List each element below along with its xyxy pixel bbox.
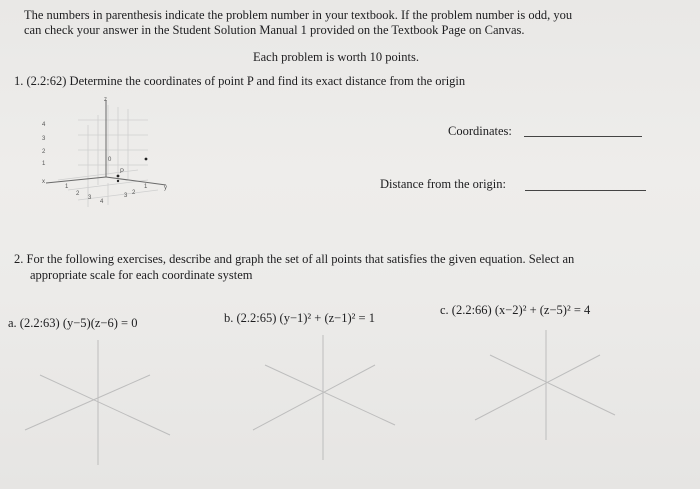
z-tick-2: 2 [42,149,46,155]
z-tick-3: 3 [42,136,46,142]
problem-1-graph [38,95,178,210]
problem-2a-axes [20,335,180,470]
y-tick-3: 3 [124,193,128,199]
problem-2-prompt-line-2: appropriate scale for each coordinate system [30,268,253,282]
intro-text-line-1: The numbers in parenthesis indicate the problem number in your textbook. If the problem number is odd, you [24,8,573,22]
x-tick-3: 3 [88,195,92,201]
intro-text-line-2: can check your answer in the Student Solution Manual 1 provided on the Textbook Page on Canvas. [24,23,525,37]
problem-1-prompt: 1. (2.2:62) Determine the coordinates of point P and find its exact distance from the origin [14,74,466,88]
point-p [117,175,120,178]
points-worth-note: Each problem is worth 10 points. [253,50,419,64]
problem-2c-axes [470,325,630,445]
y-tick-1: 1 [144,184,148,190]
x-axis-label: x [42,179,45,185]
z-tick-1: 1 [42,161,46,167]
coordinates-answer-blank[interactable] [524,136,642,137]
problem-2a-equation: a. (2.2:63) (y−5)(z−6) = 0 [8,316,138,330]
y-axis-label: y [164,185,167,191]
projection-point-2 [117,180,119,182]
point-p-label: P [120,169,125,175]
origin-label: 0 [108,157,112,163]
x-tick-4: 4 [100,199,104,205]
problem-2b-equation: b. (2.2:65) (y−1)² + (z−1)² = 1 [224,311,375,325]
z-axis-label: z [104,97,107,103]
distance-label: Distance from the origin: [380,177,507,191]
distance-answer-blank[interactable] [525,190,646,191]
projection-point [145,158,148,161]
x-tick-1: 1 [65,184,69,190]
problem-2-prompt-line-1: 2. For the following exercises, describe and graph the set of all points that satisfies the given equation. Select an [14,252,575,266]
x-tick-2: 2 [76,191,80,197]
coordinates-label: Coordinates: [448,124,512,138]
z-tick-4: 4 [42,122,46,128]
problem-2c-equation: c. (2.2:66) (x−2)² + (z−5)² = 4 [440,303,591,317]
problem-2b-axes [245,330,405,465]
y-tick-2: 2 [132,190,136,196]
